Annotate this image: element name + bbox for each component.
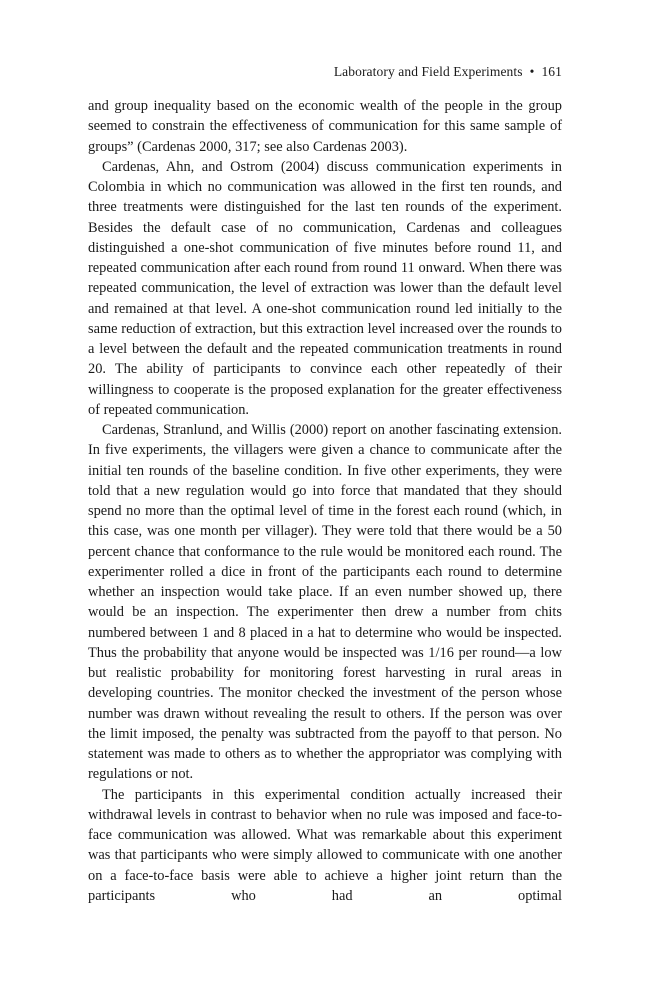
running-head: [88, 62, 562, 82]
paragraph-4: The participants in this experimental condition actually increased their withdrawal levels in contrast to behavior when no rule was imposed and face-to-face communication was allowed. What was remarkable about this experiment was that participants who were simply allowed to communicate with one another on a face-to-face basis were able to achieve a higher joint return than the participants who had an optimal: [88, 786, 562, 904]
paragraph-3: Cardenas, Stranlund, and Willis (2000) report on another fascinating extension. In five experiments, the villagers were given a chance to communicate after the initial ten rounds of the baseline condition. In five other experiments, they were told that a new regulation would go into force that mandated that they should spend no more than the optimal level of time in the forest each round (which, in this case, was one month per villager). They were told that there would be a 50 percent chance that conformance to the rule would be monitored each round. The experimenter rolled a dice in front of the participants each round to determine whether an inspection would take place. If an even number showed up, there would be an inspection. The experimenter then drew a number from chits numbered between 1 and 8 placed in a hat to determine who would be inspected. Thus the probability that anyone would be inspected was 1/16 per round—a low but realistic probability for monitoring forest harvesting in rural areas in developing countries. The monitor checked the investment of the person whose number was drawn without revealing the result to others. If the person was over the limit imposed, the penalty was subtracted from the payoff to that person. No statement was made to others as to whether the appropriator was complying with regulations or not.: [88, 422, 562, 783]
paragraph-2: Cardenas, Ahn, and Ostrom (2004) discuss communication experiments in Colombia in which no communication was allowed in the first ten rounds, and three treatments were distinguished for the last ten rounds of the experiment. Besides the default case of no communication, Cardenas and colleagues distinguished a one-shot communication of five minutes before round 11, and repeated communication after each round from round 11 onward. When there was repeated communication, the level of extraction was lower than the default level and remained at that level. A one-shot communication round led initially to the same reduction of extraction, but this extraction level increased over the rounds to a level between the default and the repeated communication treatments in round 20. The ability of participants to convince each other repeatedly of their willingness to cooperate is the proposed explanation for the greater effectiveness of repeated communication.: [88, 158, 562, 418]
paragraph-1: and group inequality based on the economic wealth of the people in the group seemed to constrain the effectiveness of communication for this same sample of groups” (Cardenas 2000, 317; see also Cardenas 2003).: [88, 98, 562, 155]
page-number: 161: [541, 64, 562, 79]
body-text: [88, 96, 562, 906]
book-page: [88, 62, 562, 906]
running-head-title: Laboratory and Field Experiments: [333, 64, 523, 79]
running-head-separator: •: [529, 64, 535, 79]
